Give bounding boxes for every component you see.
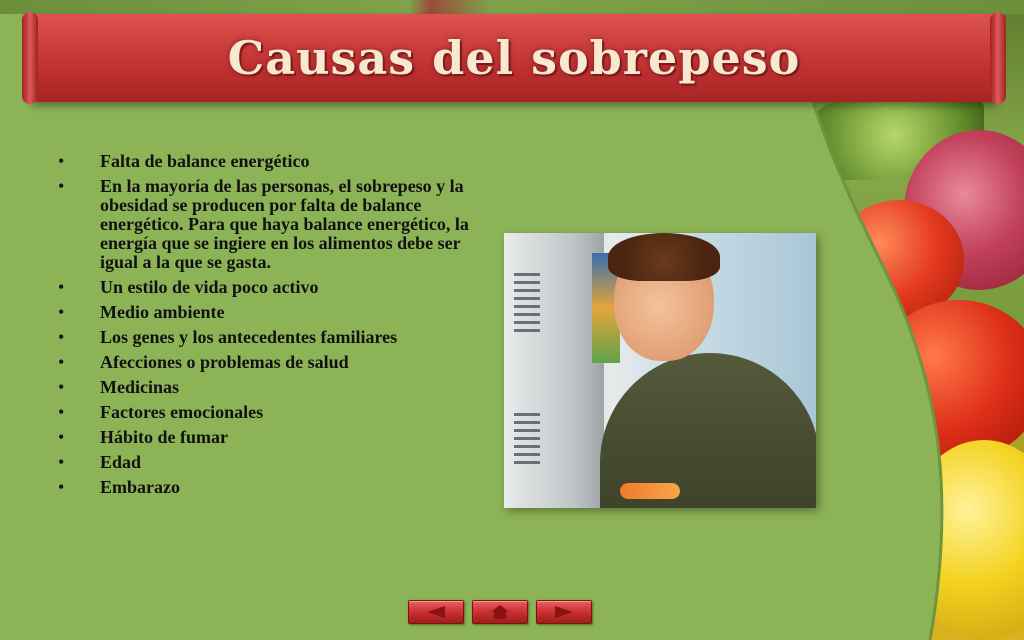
computer-monitor — [504, 233, 604, 508]
list-item: • Medicinas — [58, 377, 179, 397]
next-slide-button[interactable] — [536, 600, 592, 624]
bullet-marker: • — [58, 176, 65, 196]
list-item: • En la mayoría de las personas, el sobrepeso y la obesidad se producen por falta de balance energético. Para que haya balance energético, la energía que se ingiere en los alimentos debe ser igual a la que se gasta. — [58, 176, 469, 272]
list-item: • Hábito de fumar — [58, 427, 228, 447]
bullet-marker: • — [58, 151, 65, 171]
bullet-marker: • — [58, 302, 65, 322]
bullet-marker: • — [58, 427, 65, 447]
bullet-marker: • — [58, 477, 65, 497]
bullet-content — [58, 152, 478, 503]
bullet-marker: • — [58, 277, 65, 297]
previous-slide-button[interactable] — [408, 600, 464, 624]
bullet-marker: • — [58, 352, 65, 372]
arrow-right-icon — [553, 605, 575, 619]
list-item: • Un estilo de vida poco activo — [58, 277, 319, 297]
snack-food — [620, 483, 680, 499]
list-item: • Edad — [58, 452, 142, 472]
list-item: • Afecciones o problemas de salud — [58, 352, 349, 372]
slide-title: Causas del sobrepeso — [227, 31, 801, 85]
list-item: • Falta de balance energético — [58, 151, 310, 171]
bullet-marker: • — [58, 402, 65, 422]
list-item: • Embarazo — [58, 477, 180, 497]
boy-hair — [608, 233, 720, 281]
bullet-marker: • — [58, 377, 65, 397]
home-icon — [490, 604, 510, 620]
list-item: • Medio ambiente — [58, 302, 225, 322]
bullet-list — [58, 152, 478, 497]
home-slide-button[interactable] — [472, 600, 528, 624]
boy-at-computer-photo — [504, 233, 816, 508]
bullet-marker: • — [58, 327, 65, 347]
slide-navigation — [408, 600, 592, 624]
title-banner — [30, 14, 998, 102]
arrow-left-icon — [425, 605, 447, 619]
top-decor-strip — [0, 0, 1024, 14]
list-item: • Factores emocionales — [58, 402, 264, 422]
list-item: • Los genes y los antecedentes familiares — [58, 327, 398, 347]
bullet-marker: • — [58, 452, 65, 472]
